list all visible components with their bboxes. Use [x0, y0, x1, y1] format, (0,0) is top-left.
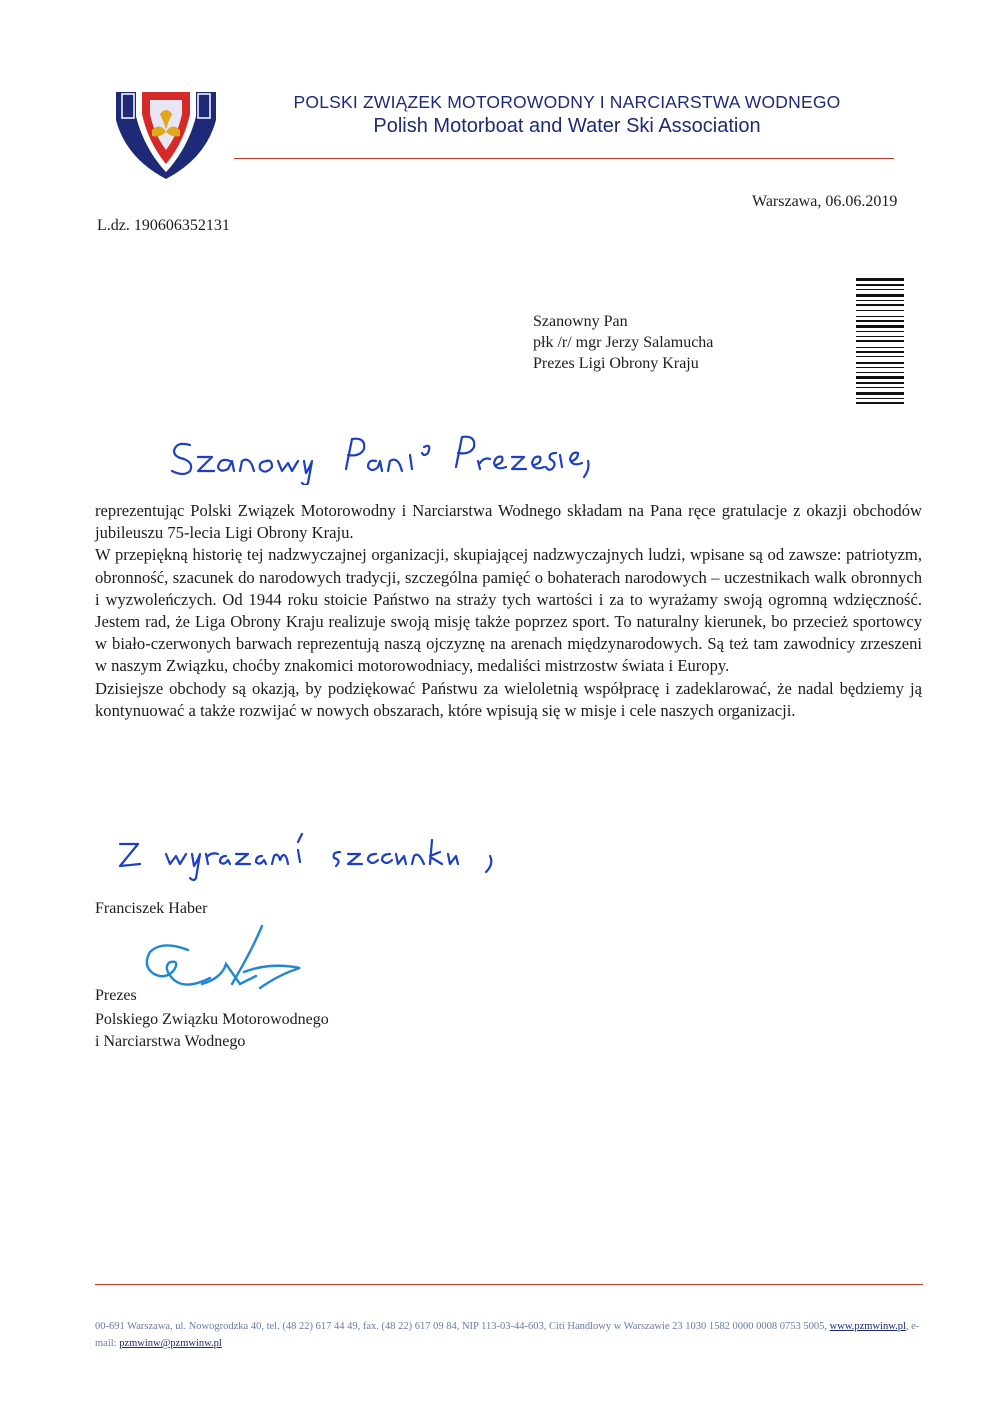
reference-number: L.dz. 190606352131	[97, 217, 230, 234]
recipient-name: płk /r/ mgr Jerzy Salamucha	[533, 334, 714, 351]
footer	[95, 1318, 925, 1352]
email-label: , e-mail:	[95, 1321, 920, 1349]
email-link[interactable]: pzmwinw@pzmwinw.pl	[119, 1338, 222, 1349]
letter-body	[95, 500, 922, 722]
body-paragraph: Dzisiejsze obchody są okazją, by podziękować Państwu za wieloletnią współpracę i zadeklarować, że nadal będziemy ją kontynuować a także rozwijać w nowych obszarach, które wpisują się w misje i cele naszych organizacji.	[95, 678, 922, 720]
website-link[interactable]: www.pzmwinw.pl	[829, 1321, 906, 1332]
body-paragraph: W przepiękną historię tej nadzwyczajnej organizacji, skupiającej nadzwyczajnych ludzi, wpisane są od zawsze: patriotyzm, obronność, szacunek do narodowych tradycji, szczególna pamięć o bohaterach narodowych – uczestnikach walk obronnych i wyzwoleńczych. Od 1944 roku stoicie Państwo na straży tych wartości i za to wyrażamy swoją ogromną wdzięczność. Jestem rad, że Liga Obrony Kraju realizuje swoją misję także poprzez sport. To naturalny kierunek, bo przecież sportowcy w biało-czerwonych barwach reprezentują naszą ojczyznę na arenach międzynarodowych. Są też tam zawodnicy zrzeszeni w naszym Związku, choćby znakomici motorowodniacy, medaliści mistrzostw świata i Europy.	[95, 545, 922, 676]
handwritten-salutation	[160, 425, 590, 485]
signatory-title: Prezes	[95, 987, 137, 1004]
footer-divider	[95, 1284, 923, 1285]
body-paragraph: reprezentując Polski Związek Motorowodny i Narciarstwa Wodnego składam na Pana ręce gratulacje z okazji obchodów jubileuszu 75-lecia Ligi Obrony Kraju.	[95, 501, 922, 543]
footer-address: 00-691 Warszawa, ul. Nowogrodzka 40, tel. (48 22) 617 44 49, fax. (48 22) 617 09 84, NIP 113-03-44-603, Citi Handlowy w Warszawie 23 1030 1582 0000 0008 0753 5005,	[95, 1321, 828, 1332]
barcode-icon	[856, 278, 904, 408]
recipient-salutation: Szanowny Pan	[533, 313, 628, 330]
org-name-english: Polish Motorboat and Water Ski Association	[373, 115, 761, 137]
org-name-polish: POLSKI ZWIĄZEK MOTOROWODNY I NARCIARSTWA WODNEGO	[293, 92, 841, 112]
signatory-organization-line-1: Polskiego Związku Motorowodnego	[95, 1011, 329, 1028]
signatory-name: Franciszek Haber	[95, 900, 208, 917]
header-divider	[234, 158, 894, 159]
handwritten-closing	[108, 826, 508, 886]
recipient-title: Prezes Ligi Obrony Kraju	[533, 355, 699, 372]
place-date: Warszawa, 06.06.2019	[752, 193, 898, 210]
signature	[140, 920, 310, 1000]
association-logo	[114, 86, 218, 180]
signatory-organization-line-2: i Narciarstwa Wodnego	[95, 1033, 246, 1050]
